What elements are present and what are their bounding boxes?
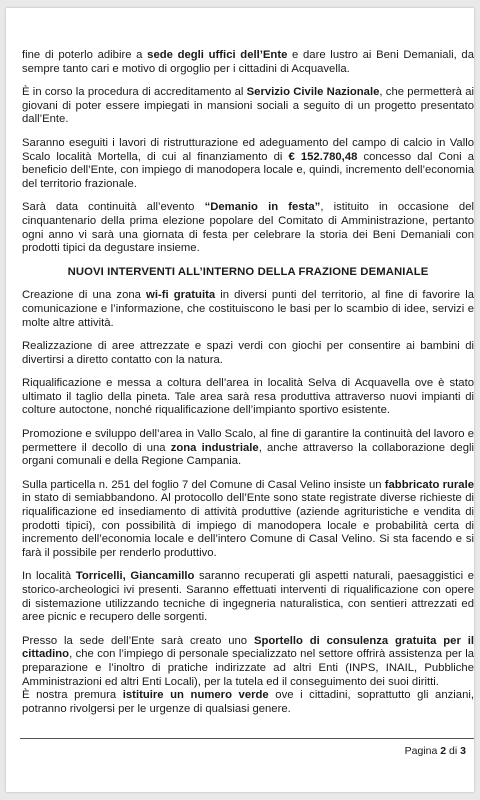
text: , anche attraverso la collaborazione degli organi comunali e della Regione Campania.	[22, 441, 474, 468]
text: fine di poterlo adibire a	[22, 49, 148, 61]
page-label: Pagina	[404, 745, 438, 757]
paragraph-fabbricato-rurale	[22, 479, 474, 561]
text: in stato di semiabbandono. Al protocollo dell’Ente sono state registrate diverse richieste di riqualificazione ed insediamento di attività produttive (aziende agrituristiche e vendita di prodotti tipici), con possibilità di impiego di manodopera locale e probabilità certa di incremento dell’economia locale e dell’intero Comune di Casal Velino. Si sta facendo e si farà il possibile per renderlo produttivo.	[22, 492, 474, 559]
paragraph-numero-verde	[22, 689, 474, 716]
bold-text: fabbricato rurale	[384, 478, 474, 491]
text: in diversi punti del territorio, al fine di favorire la comunicazione e l’informazione, che costituiscono le basi per lo scambio di idee, servizi e molte altre attività.	[22, 289, 474, 329]
page-number	[405, 745, 466, 757]
paragraph-vallo-scalo	[22, 428, 474, 469]
text: , istituito in occasione del cinquantenario della prima elezione popolare del Comitato di Amministrazione, pertanto ogni anno vi sarà una giornata di festa per celebrare la storia dei Beni Demaniali con prodotti tipici da degustare insieme.	[22, 201, 474, 255]
text: È in corso la procedura di accreditamento al	[22, 86, 247, 99]
paragraph-demanio-in-festa	[22, 201, 474, 255]
section-heading: NUOVI INTERVENTI ALL’INTERNO DELLA FRAZIONE DEMANIALE	[67, 265, 429, 278]
text: In località	[22, 570, 76, 583]
bold-text: zona industriale	[170, 441, 259, 454]
text: ove i cittadini, soprattutto gli anziani, potranno rivolgersi per le urgenze di qualsiasi genere.	[22, 689, 474, 715]
bold-text: Torricelli, Giancamillo	[75, 570, 195, 583]
footer-divider	[20, 738, 474, 739]
bold-text: wi-fi gratuita	[146, 289, 216, 302]
paragraph-torricelli	[22, 570, 474, 624]
paragraph-campo-calcio	[22, 137, 474, 191]
paragraph-sportello	[22, 635, 474, 689]
text: , che permetterà ai giovani di poter essere impiegati in mansioni sociali a seguito di un progetto presentato dall’Ente.	[22, 86, 474, 126]
text: concesso dal Coni a beneficio dell’Ente, con impiego di manodopera locale e, quindi, incremento dell’economia del territorio frazionale.	[22, 150, 474, 190]
bold-text: istituire un numero verde	[122, 689, 269, 702]
paragraph-selva-acquavella: Riqualificazione e messa a coltura dell’area in località Selva di Acquavella ove è stato ultimato il taglio della pineta. Tale area sarà resa produttiva attraverso nuovi impianti di colture autoctone, nonché riqualificazione dell’impianto sportivo esistente.	[22, 377, 474, 417]
bold-text: sede degli uffici dell’Ente	[147, 49, 288, 61]
text: Sarà data continuità all’evento	[22, 201, 205, 214]
paragraph-servizio-civile	[22, 86, 474, 127]
bold-text: Servizio Civile Nazionale	[246, 86, 380, 99]
text: Promozione e sviluppo dell’area in Vallo Scalo, al fine di garantire la continuità del lavoro e permettere il decollo di una	[22, 428, 474, 454]
text: , che con l’impiego di personale specializzato nel settore offrirà assistenza per la preparazione e l’inoltro di pratiche indirizzate ad altri Enti (INPS, INAIL, Pubbliche Amministrazioni ed altri Enti Locali), per la tutela ed il conseguimento dei suoi diritti.	[22, 648, 474, 688]
text: Presso la sede dell’Ente sarà creato uno	[22, 634, 254, 647]
text: Sulla particella n. 251 del foglio 7 del Comune di Casal Velino insiste un	[22, 478, 385, 491]
document-body	[22, 49, 474, 726]
text: Saranno eseguiti i lavori di ristrutturazione ed adeguamento del campo di calcio in Vallo Scalo località Mortella, di cui al finanziamento di	[22, 136, 474, 163]
bold-text: € 152.780,48	[288, 150, 358, 163]
page-current: 2	[440, 745, 447, 757]
text: saranno recuperati gli aspetti naturali, paesaggistici e storico-archeologici ivi presenti. Saranno effettuati interventi di riqualificazione con opere di sistemazione utilizzando tecniche di ingegneria naturalistica, con sentieri attrezzati ed aree picnic e recupero delle sorgenti.	[22, 570, 474, 624]
bold-text: “Demanio in festa”	[204, 201, 321, 214]
text: e dare lustro ai Beni Demaniali, da sempre tanto cari e motivo di orgoglio per i cittadini di Acquavella.	[22, 49, 474, 75]
document-page	[6, 8, 474, 792]
page-separator: di	[449, 745, 458, 757]
text: Creazione di una zona	[22, 289, 147, 302]
bold-text: Sportello di consulenza gratuita per il cittadino	[22, 634, 474, 661]
paragraph-wifi	[22, 289, 474, 330]
page-total: 3	[460, 745, 466, 757]
text: È nostra premura	[22, 689, 123, 702]
paragraph-aree-attrezzate: Realizzazione di aree attrezzate e spazi verdi con giochi per consentire ai bambini di divertirsi a diretto contatto con la natura.	[22, 340, 474, 366]
paragraph-sede-uffici	[22, 49, 474, 76]
